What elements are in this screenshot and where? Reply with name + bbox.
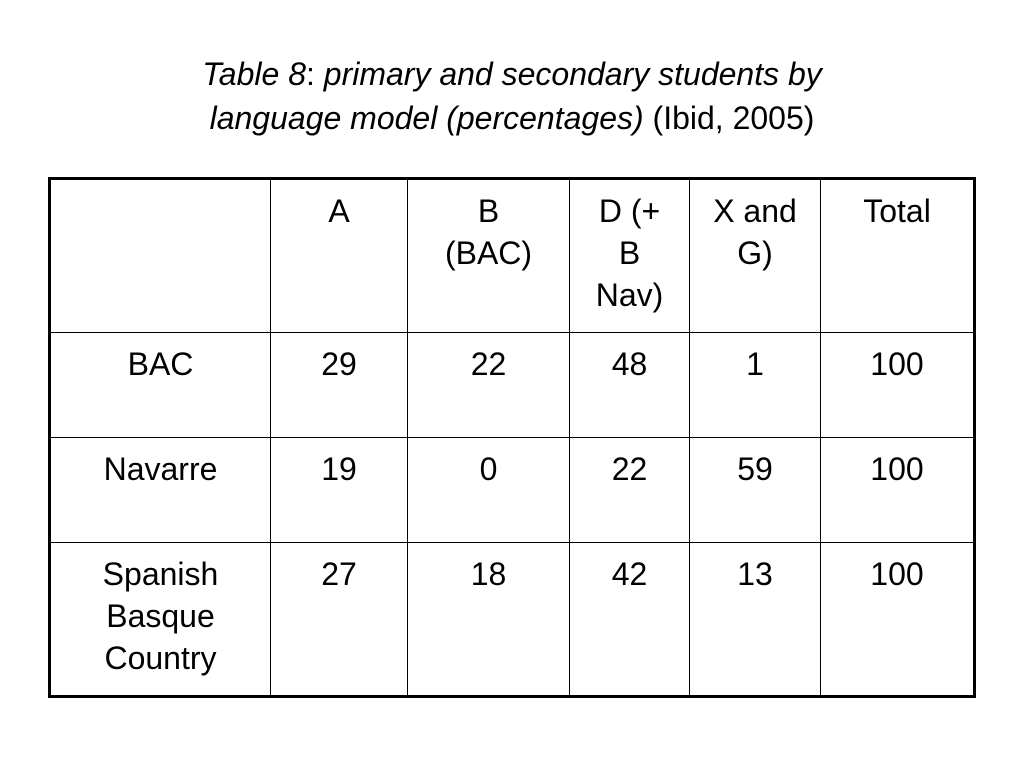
row-label: BAC xyxy=(51,333,271,438)
header-cell-a: A xyxy=(271,180,408,333)
table-cell: 100 xyxy=(821,543,974,696)
header-cell-x-g: X and G) xyxy=(690,180,821,333)
table-cell: 100 xyxy=(821,333,974,438)
title-table-number: Table 8 xyxy=(202,56,306,92)
table-title xyxy=(0,52,1024,140)
table-cell: 1 xyxy=(690,333,821,438)
language-model-table xyxy=(50,179,974,696)
table-cell: 19 xyxy=(271,438,408,543)
title-line-1: primary and secondary students by xyxy=(323,56,822,92)
table-cell: 13 xyxy=(690,543,821,696)
table-row xyxy=(51,438,974,543)
table-cell: 48 xyxy=(570,333,690,438)
table-cell: 42 xyxy=(570,543,690,696)
table-cell: 22 xyxy=(570,438,690,543)
table-cell: 100 xyxy=(821,438,974,543)
table-cell: 59 xyxy=(690,438,821,543)
row-label: Spanish Basque Country xyxy=(51,543,271,696)
header-cell-empty xyxy=(51,180,271,333)
row-label: Navarre xyxy=(51,438,271,543)
table-cell: 29 xyxy=(271,333,408,438)
title-line-2: language model (percentages) xyxy=(209,100,644,136)
title-colon: : xyxy=(305,56,324,92)
table-cell: 18 xyxy=(408,543,570,696)
header-row xyxy=(51,180,974,333)
table-cell: 22 xyxy=(408,333,570,438)
table-cell: 0 xyxy=(408,438,570,543)
title-source: (Ibid, 2005) xyxy=(643,100,815,136)
table-cell: 27 xyxy=(271,543,408,696)
header-cell-b: B (BAC) xyxy=(408,180,570,333)
header-cell-d: D (+ B Nav) xyxy=(570,180,690,333)
table-row xyxy=(51,543,974,696)
header-cell-total: Total xyxy=(821,180,974,333)
table-row xyxy=(51,333,974,438)
